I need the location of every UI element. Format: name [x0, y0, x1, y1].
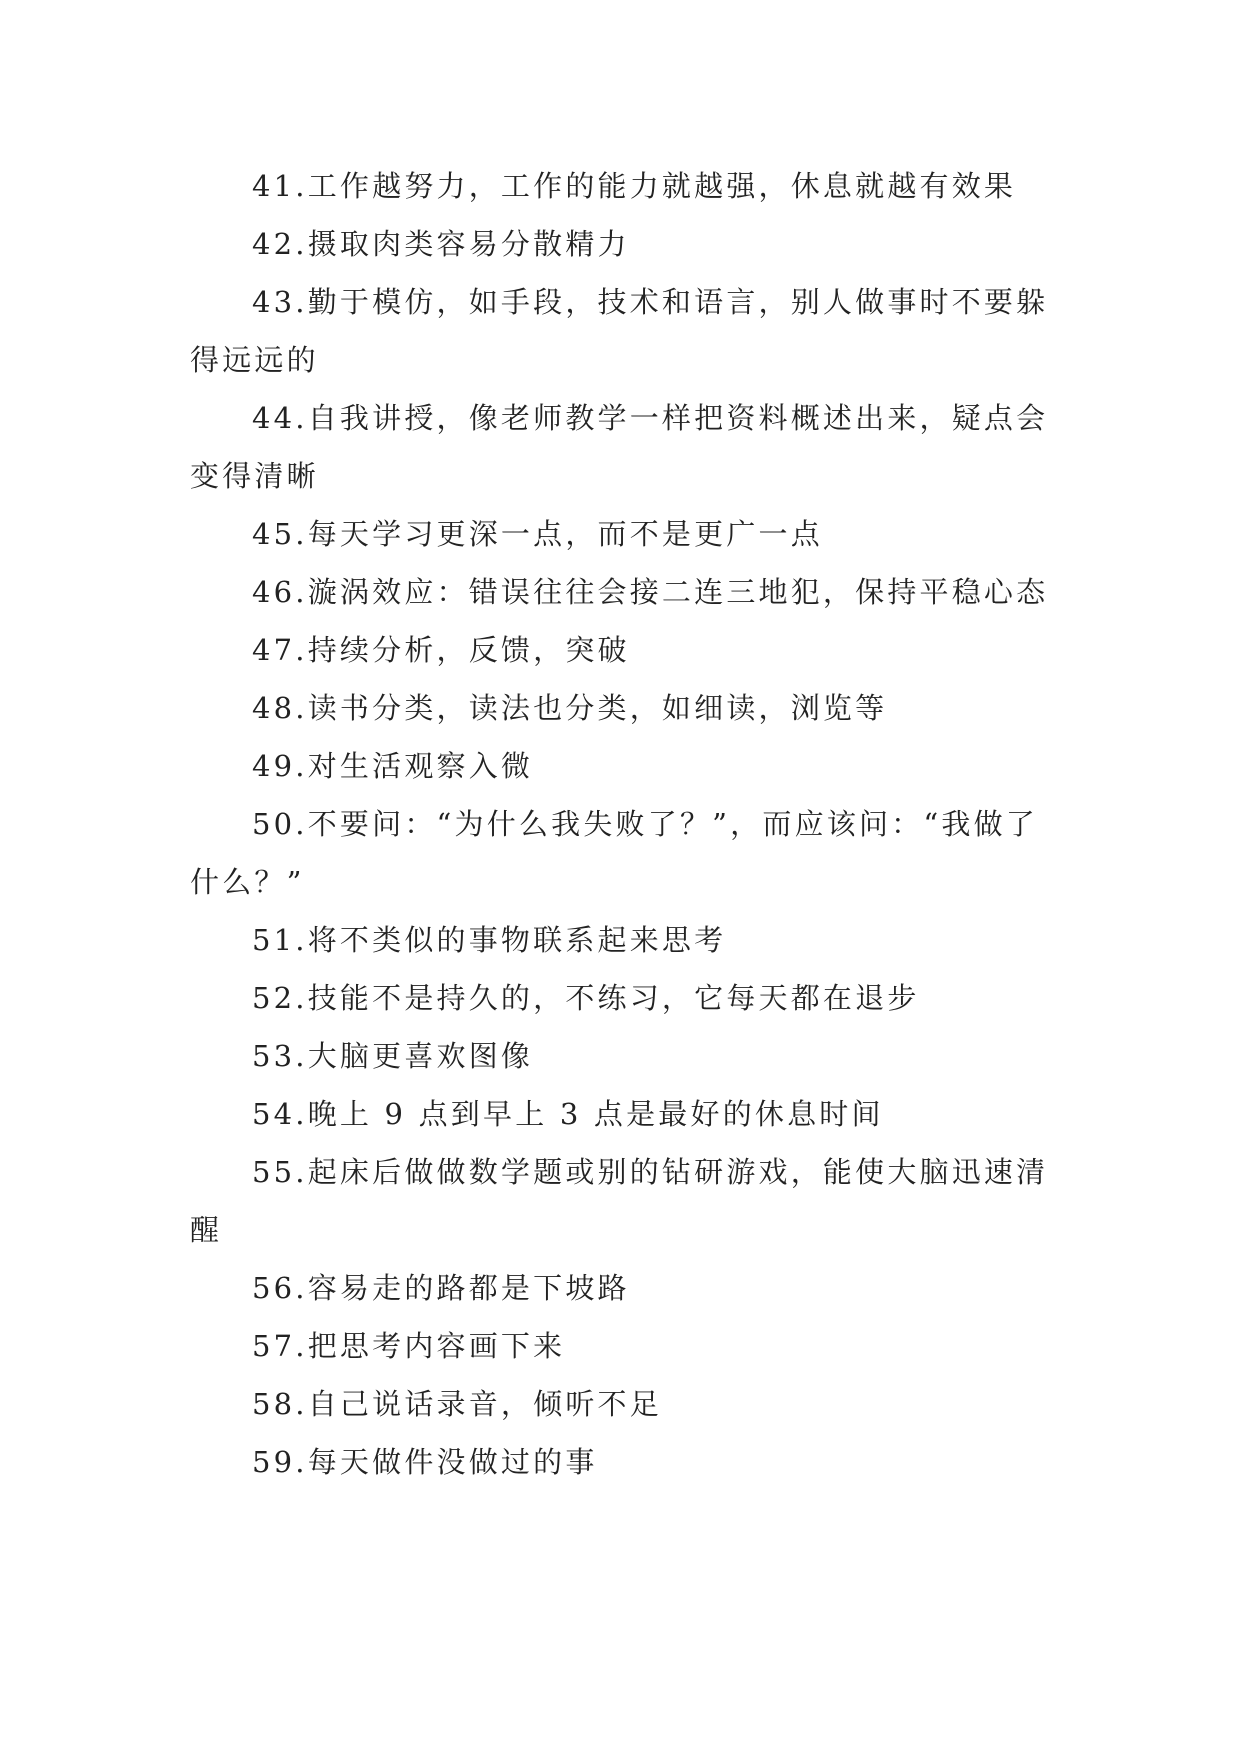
- list-item: 50.不要问：“为什么我失败了？”，而应该问：“我做了什么？”: [190, 807, 1038, 899]
- list-item: 41.工作越努力，工作的能力就越强，休息就越有效果: [252, 169, 1017, 203]
- list-item: 59.每天做件没做过的事: [252, 1445, 598, 1479]
- list-item: 53.大脑更喜欢图像: [252, 1039, 534, 1073]
- list-item: 47.持续分析，反馈，突破: [252, 633, 630, 667]
- list-item: 44.自我讲授，像老师教学一样把资料概述出来，疑点会变得清晰: [190, 401, 1049, 493]
- list-item: 51.将不类似的事物联系起来思考: [252, 923, 727, 957]
- list-item: 45.每天学习更深一点，而不是更广一点: [252, 517, 823, 551]
- list-item: 55.起床后做做数学题或别的钻研游戏，能使大脑迅速清醒: [190, 1155, 1049, 1247]
- list-item: 58.自己说话录音，倾听不足: [252, 1387, 662, 1421]
- list-item: 54.晚上 9 点到早上 3 点是最好的休息时间: [252, 1097, 884, 1131]
- list-item: 56.容易走的路都是下坡路: [252, 1271, 630, 1305]
- list-item: 57.把思考内容画下来: [252, 1329, 566, 1363]
- list-item: 42.摄取肉类容易分散精力: [252, 227, 630, 261]
- list-item: 46.漩涡效应：错误往往会接二连三地犯，保持平稳心态: [252, 575, 1049, 609]
- list-item: 43.勤于模仿，如手段，技术和语言，别人做事时不要躲得远远的: [190, 285, 1049, 377]
- list-item: 52.技能不是持久的，不练习，它每天都在退步: [252, 981, 920, 1015]
- document-body: [190, 157, 1050, 1491]
- list-item: 49.对生活观察入微: [252, 749, 534, 783]
- list-item: 48.读书分类，读法也分类，如细读，浏览等: [252, 691, 888, 725]
